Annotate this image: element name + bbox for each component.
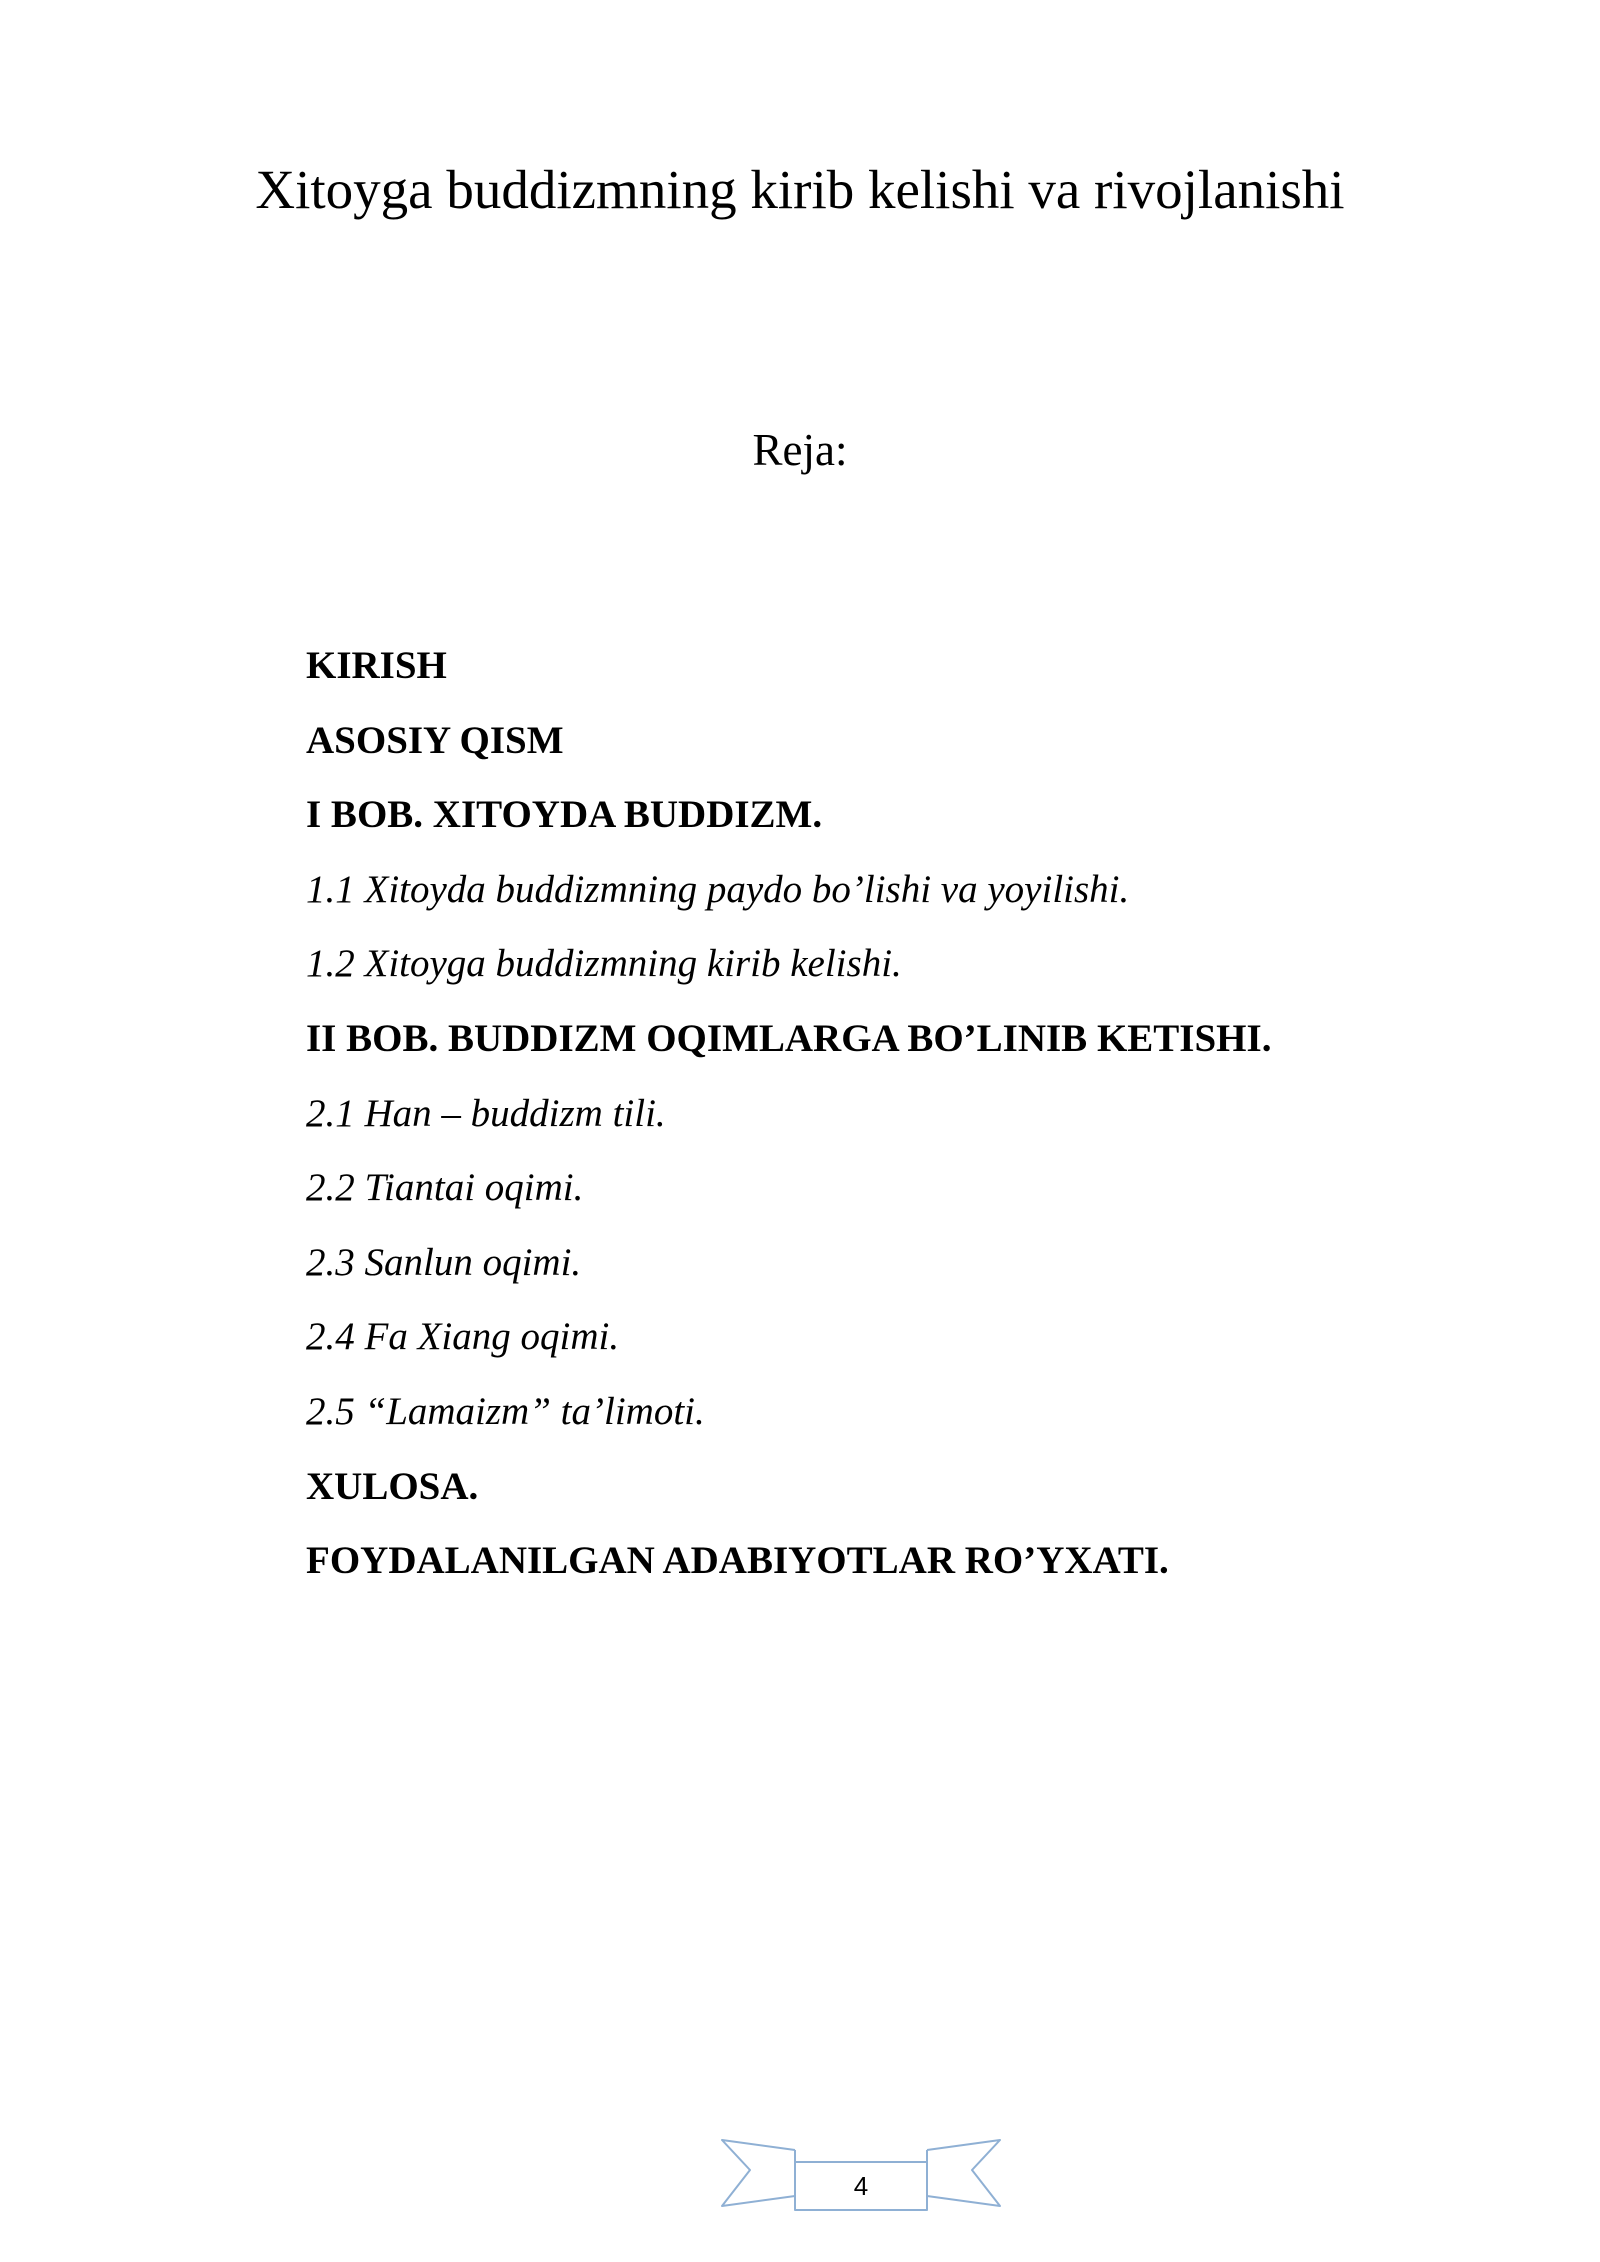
toc-item-chapter-1: I BOB. XITOYDA BUDDIZM. (306, 793, 823, 837)
toc-item-section-2-5: 2.5 “Lamaizm” ta’limoti. (306, 1389, 705, 1433)
plan-heading: Reja: (752, 425, 848, 475)
toc-item-main-part: ASOSIY QISM (306, 718, 564, 762)
page-number: 4 (853, 2171, 869, 2201)
toc-item-conclusion: XULOSA. (306, 1464, 479, 1508)
toc-item-section-2-4: 2.4 Fa Xiang oqimi. (306, 1315, 620, 1359)
toc-item-chapter-2: II BOB. BUDDIZM OQIMLARGA BO’LINIB KETISHI. (306, 1016, 1272, 1060)
toc-item-introduction: KIRISH (306, 644, 447, 687)
toc-item-section-1-2: 1.2 Xitoyga buddizmning kirib kelishi. (306, 942, 902, 986)
document-title: Xitoyga buddizmning kirib kelishi va rivojlanishi (255, 159, 1345, 220)
toc-item-section-2-3: 2.3 Sanlun oqimi. (306, 1240, 582, 1284)
table-of-contents (306, 642, 1506, 1612)
toc-item-section-2-1: 2.1 Han – buddizm tili. (306, 1091, 666, 1135)
toc-item-section-1-1: 1.1 Xitoyda buddizmning paydo bo’lishi va yoyilishi. (306, 867, 1130, 911)
toc-item-section-2-2: 2.2 Tiantai oqimi. (306, 1166, 584, 1210)
toc-item-references: FOYDALANILGAN ADABIYOTLAR RO’YXATI. (306, 1539, 1169, 1583)
